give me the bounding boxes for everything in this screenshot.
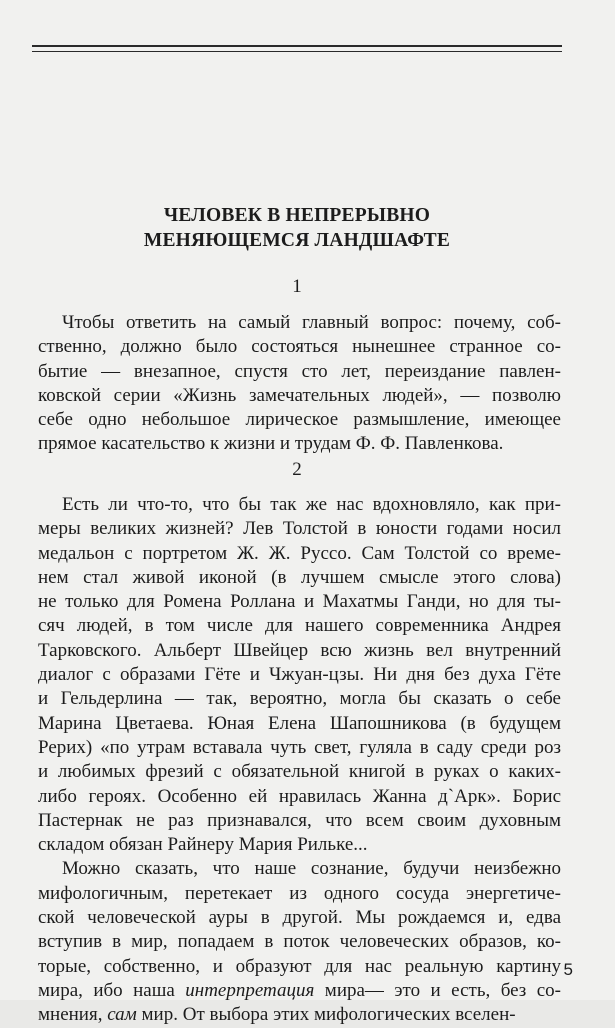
text-line [38,857,561,881]
text-run: себе одно небольшое лирическое размышление, имеющее [38,409,561,431]
text-run: мир. От выбора этих мифологических вселен- [136,1004,516,1026]
text-line [38,590,561,614]
text-run: вступив в мир, попадаем в поток человеческих образов, ко- [38,931,561,953]
text-line [38,687,561,711]
text-line [38,542,561,566]
text-line [38,311,561,335]
section-body [38,311,561,457]
text-line [38,833,561,857]
text-run: нем стал живой иконой (в лучшем смысле этого слова) [38,566,561,588]
chapter-title-line: МЕНЯЮЩЕМСЯ ЛАНДШАФТЕ [143,230,451,251]
text-line [38,517,561,541]
text-run: мнения, [38,1004,108,1026]
text-line [38,663,561,687]
chapter-title-line: ЧЕЛОВЕК В НЕПРЕРЫВНО [163,205,431,226]
text-run: Марина Цветаева. Юная Елена Шапошникова (в будущем [38,712,561,734]
section-body [38,493,561,1028]
text-run: ковской серии «Жизнь замечательных людей», — позволю [38,384,561,406]
text-run: медальон с портретом Ж. Ж. Руссо. Сам Толстой со време- [38,542,561,564]
text-run: Можно сказать, что наше сознание, будучи неизбежно [62,858,561,880]
text-line [38,408,561,432]
section-number: 2 [292,459,302,480]
text-line [38,930,561,954]
text-run: складом обязан Райнеру Мария Рильке... [38,834,368,856]
text-line [38,955,561,979]
text-line [38,712,561,736]
text-line [38,639,561,663]
text-run: Тарковского. Альберт Швейцер всю жизнь вел внутренний [38,639,561,661]
text-run: либо героях. Особенно ей нравилась Жанна д`Арк». Борис [38,785,561,807]
text-run: Есть ли что-то, что бы так же нас вдохновляло, как при- [62,494,561,515]
text-line [38,906,561,930]
text-line [38,335,561,359]
text-line [38,566,561,590]
italic-text: сам [107,1004,137,1026]
text-line [38,736,561,760]
text-run: мифологичным, перетекает из одного сосуда энергетиче- [38,882,561,904]
text-run: мира, ибо наша [38,979,186,1001]
italic-text: интерпретация [185,979,315,1001]
page-number: 5 [563,960,573,979]
text-run: прямое касательство к жизни и трудам Ф. Ф. Павленкова. [38,433,504,455]
text-line [38,882,561,906]
text-line [38,360,561,384]
text-run: и любимых фрезий с обязательной книгой в руках о каких- [38,761,561,783]
text-line [38,493,561,517]
text-run: ской человеческой ауры в другой. Мы рождаемся и, едва [38,907,561,929]
text-line [38,614,561,638]
text-run: бытие — внезапное, спустя сто лет, переиздание павлен- [38,360,561,382]
text-line [38,760,561,784]
section-number: 1 [292,276,302,297]
text-line [38,432,561,456]
header-rule-thick [32,45,562,47]
text-line [38,785,561,809]
text-run: ственно, должно было состояться нынешнее странное со- [38,336,561,358]
header-rule-thin [32,51,562,52]
text-line [38,1003,561,1027]
text-run: сяч людей, в том числе для нашего современника Андрея [38,615,561,637]
text-run: Пастернак не раз признавался, что всем своим духовным [38,809,561,831]
text-run: мира— это и есть, без со- [314,979,561,1001]
text-run: не только для Ромена Роллана и Махатмы Ганди, но для ты- [38,591,561,613]
text-run: Рерих) «по утрам вставала чуть свет, гуляла в саду среди роз [38,736,561,758]
text-line [38,809,561,833]
text-run: Чтобы ответить на самый главный вопрос: почему, соб- [62,312,561,333]
chapter-title [32,203,562,253]
text-run: диалог с образами Гёте и Чжуан-цзы. Ни дня без духа Гёте [38,664,561,686]
text-run: меры великих жизней? Лев Толстой в юности годами носил [38,518,561,540]
text-run: и Гельдерлина — так, вероятно, могла бы сказать о себе [38,688,561,710]
text-line [38,384,561,408]
text-run: торые, собственно, и образуют для нас реальную картину [38,955,561,977]
